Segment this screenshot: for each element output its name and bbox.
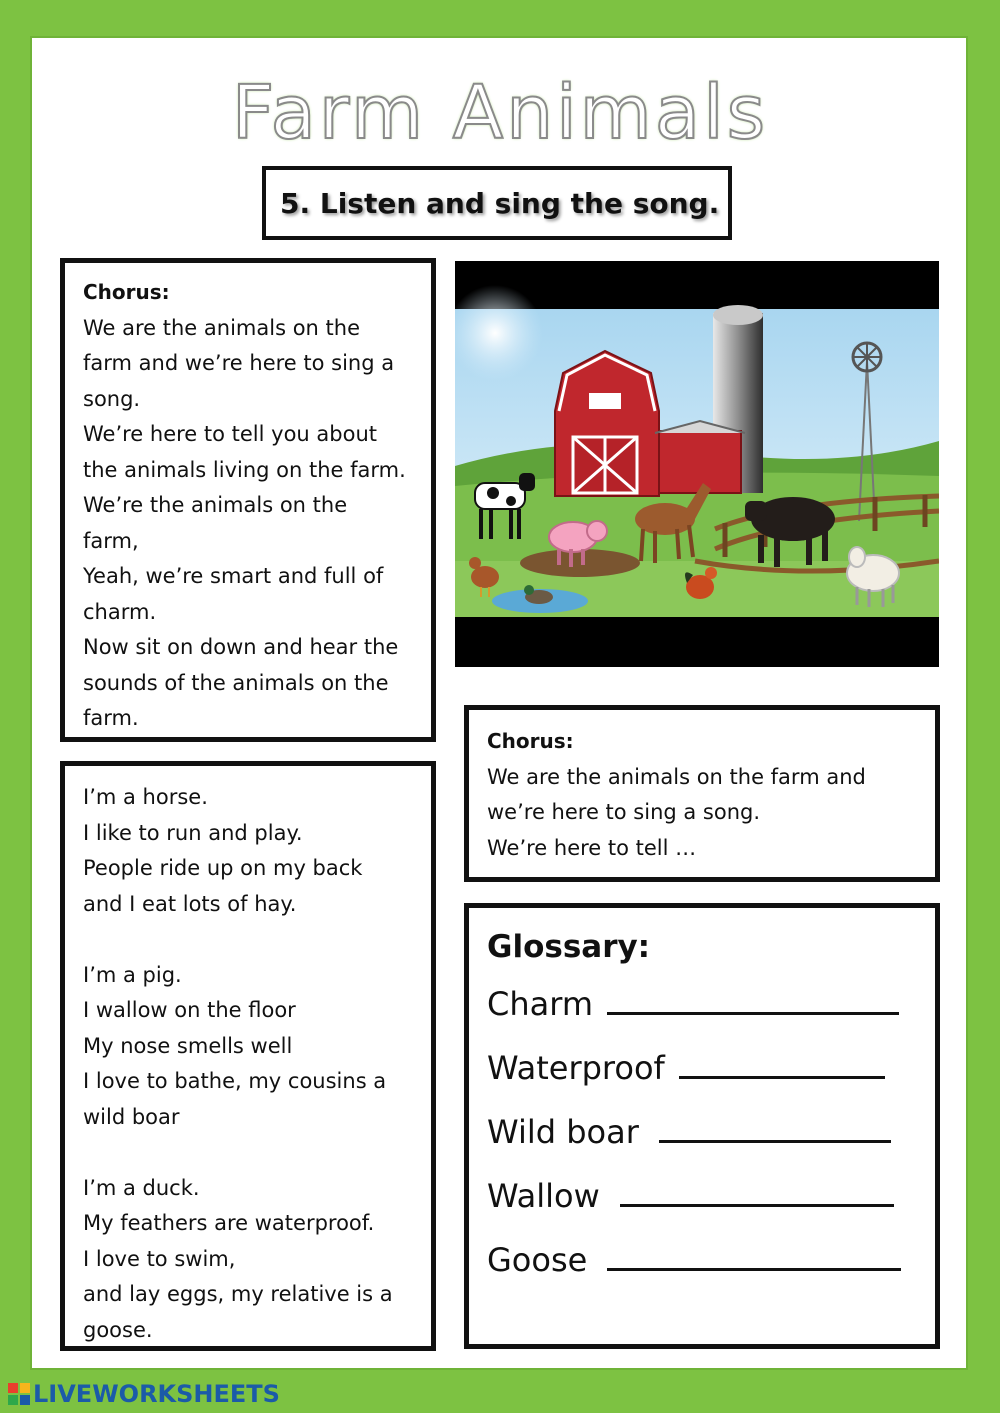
footer-brand: LIVEWORKSHEETS	[33, 1380, 280, 1408]
glossary-answer-blank[interactable]	[659, 1114, 891, 1143]
glossary-term: Wild boar	[487, 1113, 639, 1151]
pig-verse-line: wild boar	[83, 1104, 180, 1129]
chorus-heading: Chorus:	[487, 729, 574, 753]
glossary-row-charm	[487, 972, 935, 1036]
lyric-line: sounds of the animals on the	[83, 670, 389, 695]
lyric-line: farm.	[83, 706, 139, 730]
lyric-line: charm.	[83, 599, 157, 624]
duck-verse-line: I’m a duck.	[83, 1175, 200, 1200]
duck-verse-line: My feathers are waterproof.	[83, 1211, 375, 1235]
lyric-line: song.	[83, 386, 141, 411]
lyric-line: we’re here to sing a song.	[487, 800, 761, 824]
lyric-line: Yeah, we’re smart and full of	[83, 564, 384, 588]
glossary-answer-blank[interactable]	[620, 1178, 894, 1207]
glossary-title: Glossary:	[487, 929, 651, 965]
farm-scene-illustration	[455, 261, 939, 667]
glossary-row-wallow	[487, 1164, 935, 1228]
glossary-row-goose	[487, 1228, 935, 1292]
glossary-answer-blank[interactable]	[679, 1050, 885, 1079]
glossary-term: Goose	[487, 1241, 588, 1279]
horse-verse-line: I’m a horse.	[83, 785, 208, 809]
chorus-heading: Chorus:	[83, 280, 170, 304]
footer-logo[interactable]	[8, 1381, 280, 1407]
glossary-answer-blank[interactable]	[607, 986, 899, 1015]
lyric-line: We are the animals on the farm and	[487, 764, 866, 789]
horse-verse-line: I like to run and play.	[83, 820, 303, 845]
glossary-row-wild-boar	[487, 1100, 935, 1164]
glossary-answer-blank[interactable]	[607, 1242, 901, 1271]
glossary-row-waterproof	[487, 1036, 935, 1100]
glossary-box	[464, 903, 940, 1349]
duck-verse-line: I love to swim,	[83, 1246, 236, 1271]
horse-verse-line: People ride up on my back	[83, 856, 363, 880]
lyric-line: We’re the animals on the	[83, 493, 348, 517]
pig-verse-line: I wallow on the floor	[83, 998, 296, 1022]
verses-lyrics-box	[60, 761, 436, 1351]
farm-video-image[interactable]	[455, 261, 939, 667]
glossary-term: Charm	[487, 985, 593, 1023]
liveworksheets-logo-icon	[8, 1383, 30, 1405]
duck-verse-line: goose.	[83, 1317, 153, 1342]
instruction-box	[262, 166, 732, 240]
lyric-line: We’re here to tell you about	[83, 422, 377, 446]
horse-verse-line: and I eat lots of hay.	[83, 891, 297, 916]
pig-verse-line: I love to bathe, my cousins a	[83, 1069, 387, 1093]
chorus-lyrics-box	[60, 258, 436, 742]
lyric-line: farm and we’re here to sing a	[83, 351, 395, 375]
lyric-line: Now sit on down and hear the	[83, 635, 399, 659]
page-title: Farm Animals	[231, 70, 769, 156]
chorus-short-box	[464, 705, 940, 882]
duck-verse-line: and lay eggs, my relative is a	[83, 1282, 393, 1306]
lyric-line: We are the animals on the	[83, 315, 360, 340]
pig-verse-line: I’m a pig.	[83, 962, 182, 987]
glossary-term: Wallow	[487, 1177, 600, 1215]
instruction-text: 5. Listen and sing the song.	[280, 186, 720, 220]
lyric-line: farm,	[83, 528, 139, 553]
pig-verse-line: My nose smells well	[83, 1033, 293, 1058]
lyric-line: the animals living on the farm.	[83, 457, 406, 482]
lyric-line: We’re here to tell …	[487, 835, 697, 860]
glossary-term: Waterproof	[487, 1049, 665, 1087]
